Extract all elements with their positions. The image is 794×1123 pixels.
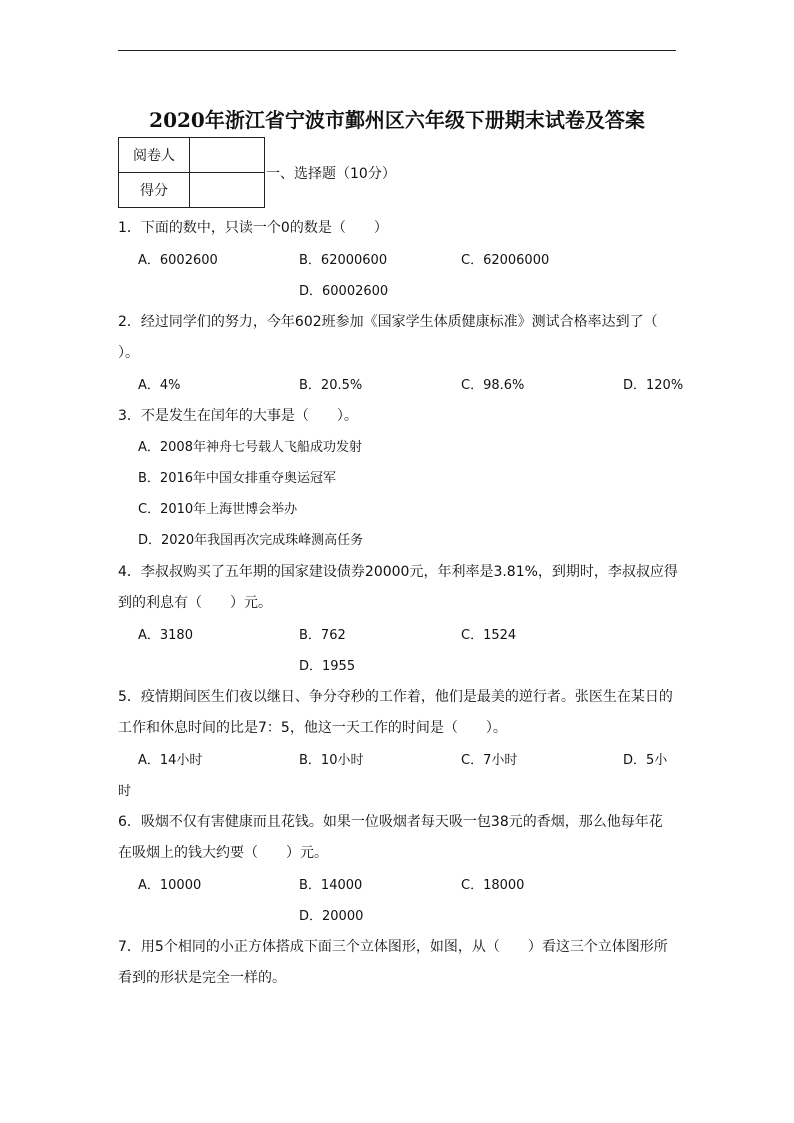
header-rule (118, 50, 676, 51)
q1-option-b[interactable]: B．62000600 (299, 253, 388, 268)
question-2-stem-cont: ）。 (118, 345, 139, 361)
q2-option-c[interactable]: C．98.6% (461, 378, 525, 393)
question-7-stem-cont: 看到的形状是完全一样的。 (118, 970, 286, 986)
question-5-stem-cont: 工作和休息时间的比是7：5，他这一天工作的时间是（ ）。 (118, 720, 507, 736)
question-6-stem-cont: 在吸烟上的钱大约要（ ）元。 (118, 845, 328, 861)
q4-option-c[interactable]: C．1524 (461, 628, 517, 643)
question-6-stem: 6．吸烟不仅有害健康而且花钱。如果一位吸烟者每天吸一包38元的香烟，那么他每年花 (118, 814, 663, 830)
q1-option-a[interactable]: A．6002600 (138, 253, 218, 268)
q6-option-a[interactable]: A．10000 (138, 878, 202, 893)
q3-option-c[interactable]: C．2010年上海世博会举办 (138, 502, 298, 517)
q5-option-d-wrap: 时 (118, 784, 132, 799)
grader-table (118, 137, 265, 208)
q4-option-a[interactable]: A．3180 (138, 628, 193, 643)
q4-option-b[interactable]: B．762 (299, 628, 346, 643)
reviewer-label: 阅卷人 (119, 138, 190, 173)
q5-option-b[interactable]: B．10小时 (299, 753, 364, 768)
question-3-stem: 3．不是发生在闰年的大事是（ ）。 (118, 408, 358, 424)
q1-option-c[interactable]: C．62006000 (461, 253, 550, 268)
question-2-stem: 2．经过同学们的努力，今年602班参加《国家学生体质健康标准》测试合格率达到了（ (118, 314, 658, 330)
q5-option-a[interactable]: A．14小时 (138, 753, 203, 768)
question-1-stem: 1．下面的数中，只读一个0的数是（ ） (118, 220, 388, 236)
section-heading: 一、选择题（10分） (266, 166, 396, 182)
reviewer-cell[interactable] (190, 138, 265, 173)
question-4-stem: 4．李叔叔购买了五年期的国家建设债券20000元，年利率是3.81%，到期时，李叔叔应得 (118, 564, 678, 580)
q6-option-b[interactable]: B．14000 (299, 878, 363, 893)
q6-option-d[interactable]: D．20000 (299, 909, 364, 924)
q1-option-d[interactable]: D．60002600 (299, 284, 389, 299)
q2-option-b[interactable]: B．20.5% (299, 378, 363, 393)
q5-option-c[interactable]: C．7小时 (461, 753, 518, 768)
score-label: 得分 (119, 173, 190, 208)
q2-option-d[interactable]: D．120% (623, 378, 684, 393)
q4-option-d[interactable]: D．1955 (299, 659, 356, 674)
q3-option-b[interactable]: B．2016年中国女排重夺奥运冠军 (138, 471, 337, 486)
q3-option-d[interactable]: D．2020年我国再次完成珠峰测高任务 (138, 533, 364, 548)
q3-option-a[interactable]: A．2008年神舟七号载人飞船成功发射 (138, 440, 362, 455)
question-7-stem: 7．用5个相同的小正方体搭成下面三个立体图形，如图，从（ ）看这三个立体图形所 (118, 939, 668, 955)
question-5-stem: 5．疫情期间医生们夜以继日、争分夺秒的工作着，他们是最美的逆行者。张医生在某日的 (118, 689, 673, 705)
score-cell[interactable] (190, 173, 265, 208)
q6-option-c[interactable]: C．18000 (461, 878, 525, 893)
q2-option-a[interactable]: A．4% (138, 378, 181, 393)
page-title: 2020年浙江省宁波市鄞州区六年级下册期末试卷及答案 (149, 108, 645, 132)
question-4-stem-cont: 到的利息有（ ）元。 (118, 595, 272, 611)
q5-option-d[interactable]: D．5小 (623, 753, 668, 768)
